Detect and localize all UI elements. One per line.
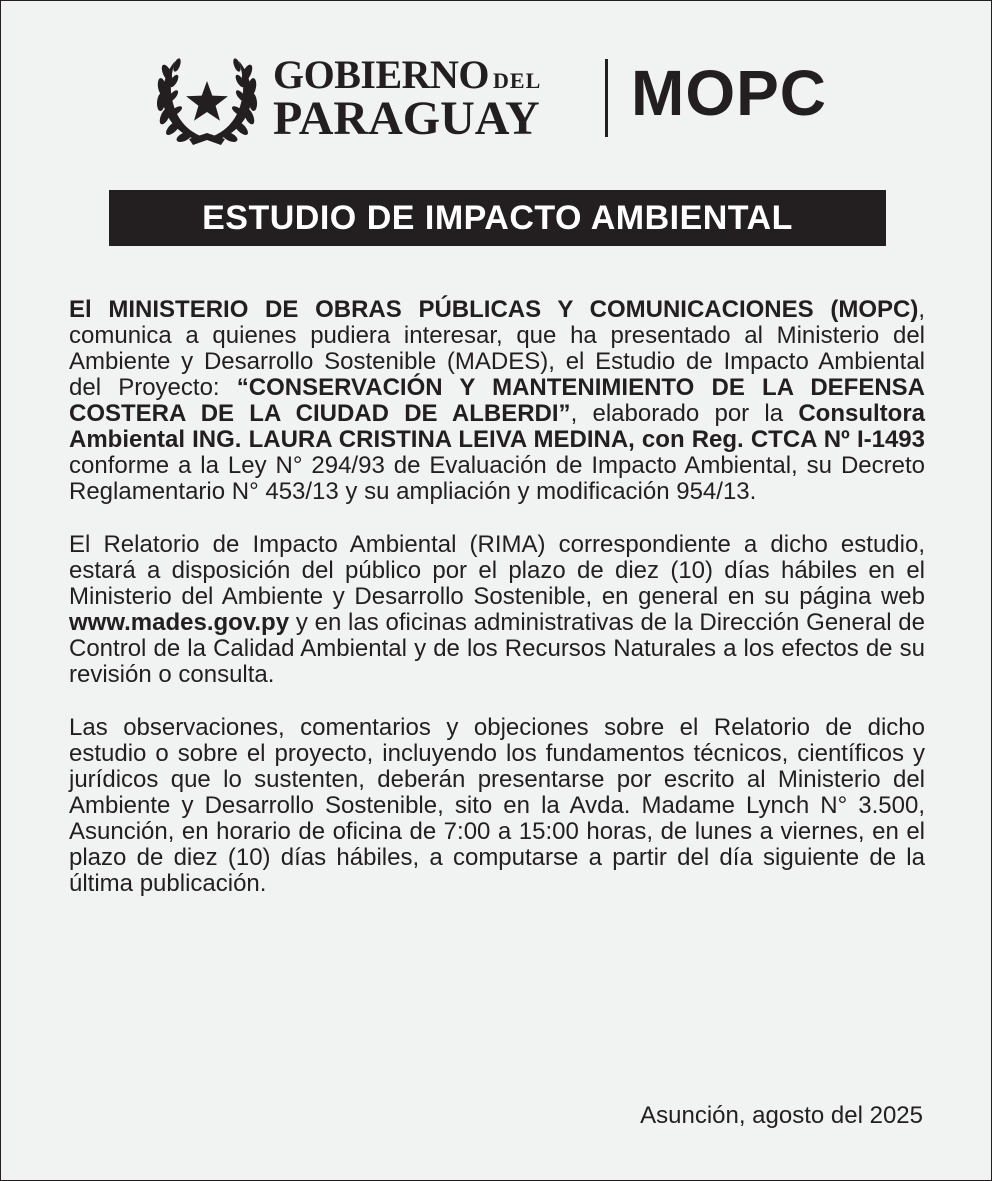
paragraph-2 (69, 532, 925, 688)
paragraph-1-text-b: , elaborado por la (570, 400, 799, 427)
paragraph-1 (69, 297, 925, 505)
website-link: www.mades.gov.py (69, 609, 290, 636)
header-divider (605, 59, 608, 137)
ministry-name: El MINISTERIO DE OBRAS PÚBLICAS Y COMUNICACIONES (MOPC) (69, 296, 919, 323)
paragraph-1-text-a: , comunica a quienes pudiera interesar, que ha presentado al Ministerio del Ambiente y Desarrollo Sostenible (MADES), el Estudio de Impacto Ambiental del Proyecto: (69, 296, 925, 401)
wordmark-del: DEL (493, 68, 542, 93)
project-name: “CONSERVACIÓN Y MANTENIMIENTO DE LA DEFENSA COSTERA DE LA CIUDAD DE ALBERDI” (69, 374, 925, 427)
paragraph-2-text-b: y en las oficinas administrativas de la Dirección General de Control de la Calidad Ambiental y de los Recursos Naturales a los efectos de su revisión o consulta. (69, 609, 925, 688)
page-title: ESTUDIO DE IMPACTO AMBIENTAL (202, 198, 793, 237)
paragraph-1-text-c: conforme a la Ley N° 294/93 de Evaluación de Impacto Ambiental, su Decreto Reglamentario N° 453/13 y su ampliación y modificación 954/13. (69, 452, 925, 505)
dateline: Asunción, agosto del 2025 (640, 1102, 923, 1129)
paragraph-3: Las observaciones, comentarios y objeciones sobre el Relatorio de dicho estudio o sobre el proyecto, incluyendo los fundamentos técnicos, científicos y jurídicos que lo sustenten, deberán presentarse por escrito al Ministerio del Ambiente y Desarrollo Sostenible, sito en la Avda. Madame Lynch N° 3.500, Asunción, en horario de oficina de 7:00 a 15:00 horas, de lunes a viernes, en el plazo de diez (10) días hábiles, a computarse a partir del día siguiente de la última publicación. (69, 714, 925, 897)
title-banner (109, 190, 886, 246)
agency-name: MOPC (631, 57, 827, 129)
wordmark-paraguay: PARAGUAY (273, 92, 540, 145)
paragraph-2-text-a: El Relatorio de Impacto Ambiental (RIMA) correspondiente a dicho estudio, estará a disposición del público por el plazo de diez (10) días hábiles en el Ministerio del Ambiente y Desarrollo Sostenible, en general en su página web (69, 531, 925, 610)
wordmark-line1 (273, 52, 542, 97)
consultant-name: Consultora Ambiental ING. LAURA CRISTINA LEIVA MEDINA, con Reg. CTCA Nº I-1493 (69, 400, 926, 453)
wordmark-gobierno: GOBIERNO (273, 52, 490, 97)
star-laurel-seal-icon (153, 51, 261, 147)
header (153, 51, 853, 151)
notice-body (69, 297, 925, 897)
